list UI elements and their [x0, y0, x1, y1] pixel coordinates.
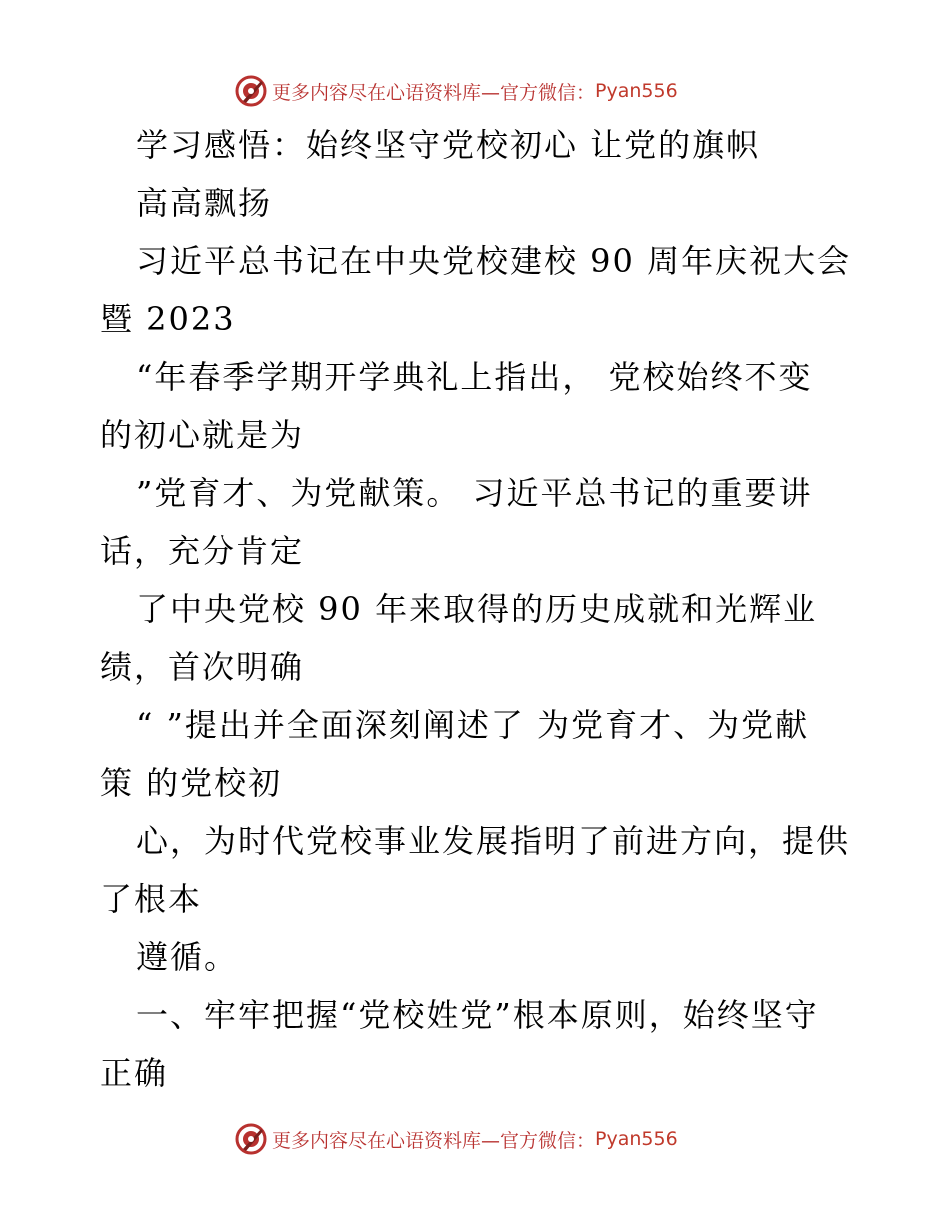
paragraph-line: ”党育才、为党献策。 习近平总书记的重要讲 — [136, 474, 813, 512]
paragraph-line: 绩，首次明确 — [100, 648, 305, 686]
section-heading-line: 正确 — [100, 1054, 169, 1092]
paragraph-line: 心，为时代党校事业发展指明了前进方向，提供 — [136, 822, 851, 860]
paragraph-line: “年春季学期开学典礼上指出， 党校始终不变 — [136, 358, 813, 396]
quill-seal-icon — [234, 74, 268, 108]
watermark-wechat-id: Pyan556 — [595, 80, 678, 102]
footer-watermark — [234, 1120, 678, 1158]
paragraph-line: 暨 2023 — [100, 300, 236, 338]
paragraph-line: 习近平总书记在中央党校建校 90 周年庆祝大会 — [136, 242, 852, 280]
paragraph-line: 策 的党校初 — [100, 764, 283, 802]
paragraph-line: 遵循。 — [136, 938, 239, 976]
watermark-text: 更多内容尽在心语资料库—官方微信： — [272, 81, 596, 104]
watermark-text: 更多内容尽在心语资料库—官方微信： — [272, 1129, 596, 1152]
paragraph-line: 了根本 — [100, 880, 203, 918]
paragraph-line: 话，充分肯定 — [100, 532, 305, 570]
paragraph-line: 的初心就是为 — [100, 416, 305, 454]
header-watermark — [234, 72, 678, 110]
watermark-wechat-id: Pyan556 — [595, 1128, 678, 1150]
section-heading-line: 一、牢牢把握“党校姓党”根本原则，始终坚守 — [136, 996, 819, 1034]
title-line-1: 学习感悟：始终坚守党校初心 让党的旗帜 — [136, 126, 761, 164]
title-line-2: 高高飘扬 — [136, 184, 273, 222]
paragraph-line: “ ”提出并全面深刻阐述了 为党育才、为党献 — [136, 706, 810, 744]
quill-seal-icon — [234, 1122, 268, 1156]
paragraph-line: 了中央党校 90 年来取得的历史成就和光辉业 — [136, 590, 818, 628]
